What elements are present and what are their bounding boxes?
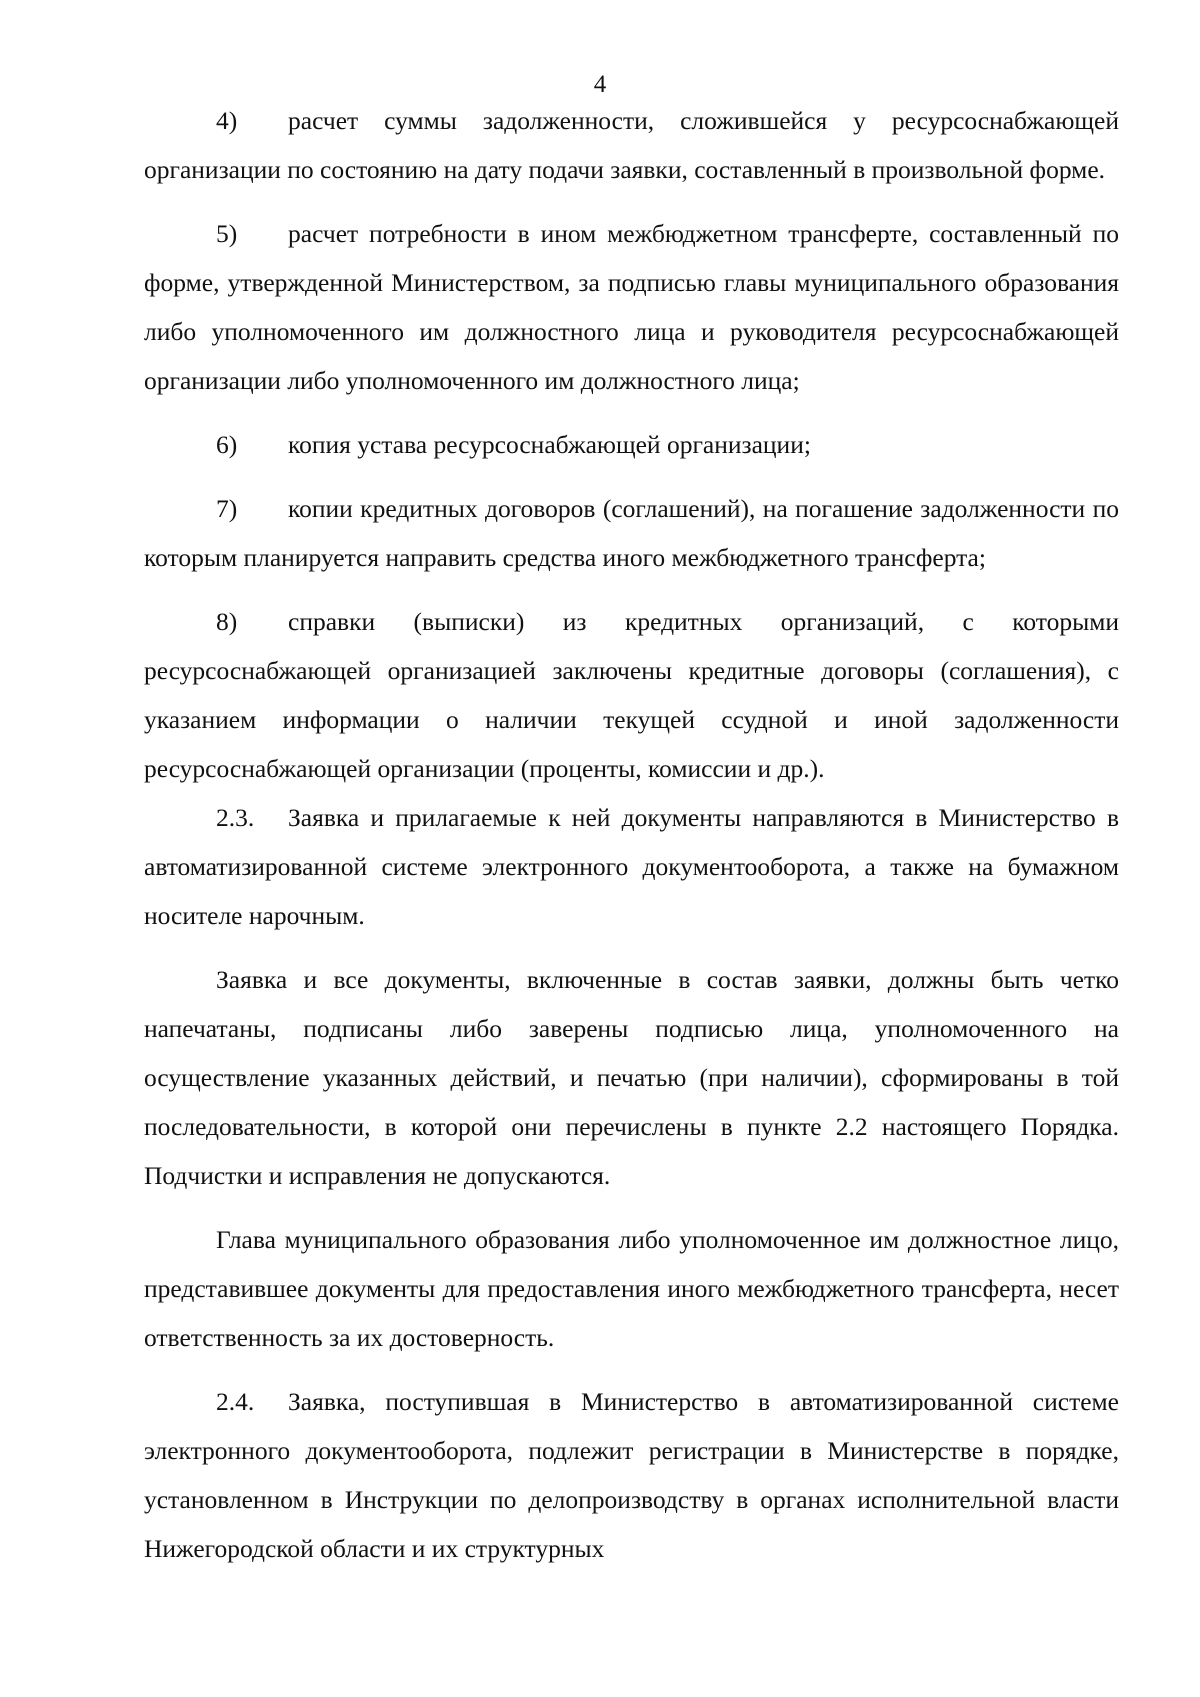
list-item-8 bbox=[144, 597, 1119, 793]
list-item-4 bbox=[144, 96, 1119, 194]
item-number: 7) bbox=[216, 494, 238, 523]
item-number: 5) bbox=[216, 219, 238, 248]
section-number: 2.4. bbox=[216, 1387, 255, 1416]
item-text: расчет суммы задолженности, сложившейся у ресурсоснабжающей организации по состоянию на дату подачи заявки, составленный в произвольной форме. bbox=[144, 106, 1119, 184]
paragraph-responsibility: Глава муниципального образования либо уполномоченное им должностное лицо, представившее документы для предоставления иного межбюджетного трансферта, несет ответственность за их достоверность. bbox=[144, 1225, 1119, 1352]
item-number: 6) bbox=[216, 430, 238, 459]
item-text: расчет потребности в ином межбюджетном трансферте, составленный по форме, утвержденной Министерством, за подписью главы муниципального образования либо уполномоченного им должностного лица и руководителя ресурсоснабжающей организации либо уполномоченного им должностного лица; bbox=[144, 219, 1119, 395]
item-number: 4) bbox=[216, 106, 238, 135]
item-text: справки (выписки) из кредитных организаций, с которыми ресурсоснабжающей организацией заключены кредитные договоры (соглашения), с указанием информации о наличии текущей ссудной и иной задолженности ресурсоснабжающей организации (проценты, комиссии и др.). bbox=[144, 607, 1119, 783]
section-number: 2.3. bbox=[216, 803, 255, 832]
item-number: 8) bbox=[216, 607, 238, 636]
section-text: Заявка, поступившая в Министерство в автоматизированной системе электронного документооборота, подлежит регистрации в Министерстве в порядке, установленном в Инструкции по делопроизводству в органах исполнительной власти Нижегородской области и их структурных bbox=[144, 1387, 1119, 1563]
section-text: Заявка и прилагаемые к ней документы направляются в Министерство в автоматизированной системе электронного документооборота, а также на бумажном носителе нарочным. bbox=[144, 803, 1119, 930]
list-item-5 bbox=[144, 209, 1119, 405]
paragraph-requirements: Заявка и все документы, включенные в состав заявки, должны быть четко напечатаны, подписаны либо заверены подписью лица, уполномоченного на осуществление указанных действий, и печатью (при наличии), сформированы в той последовательности, в которой они перечислены в пункте 2.2 настоящего Порядка. Подчистки и исправления не допускаются. bbox=[144, 965, 1119, 1190]
item-text: копия устава ресурсоснабжающей организации; bbox=[288, 430, 811, 459]
document-body bbox=[144, 96, 1119, 1573]
section-2-3 bbox=[144, 793, 1119, 940]
section-2-4 bbox=[144, 1377, 1119, 1573]
list-item-7 bbox=[144, 484, 1119, 582]
item-text: копии кредитных договоров (соглашений), на погашение задолженности по которым планируется направить средства иного межбюджетного трансферта; bbox=[144, 494, 1119, 572]
page-number: 4 bbox=[593, 71, 607, 98]
list-item-6 bbox=[144, 420, 1119, 469]
